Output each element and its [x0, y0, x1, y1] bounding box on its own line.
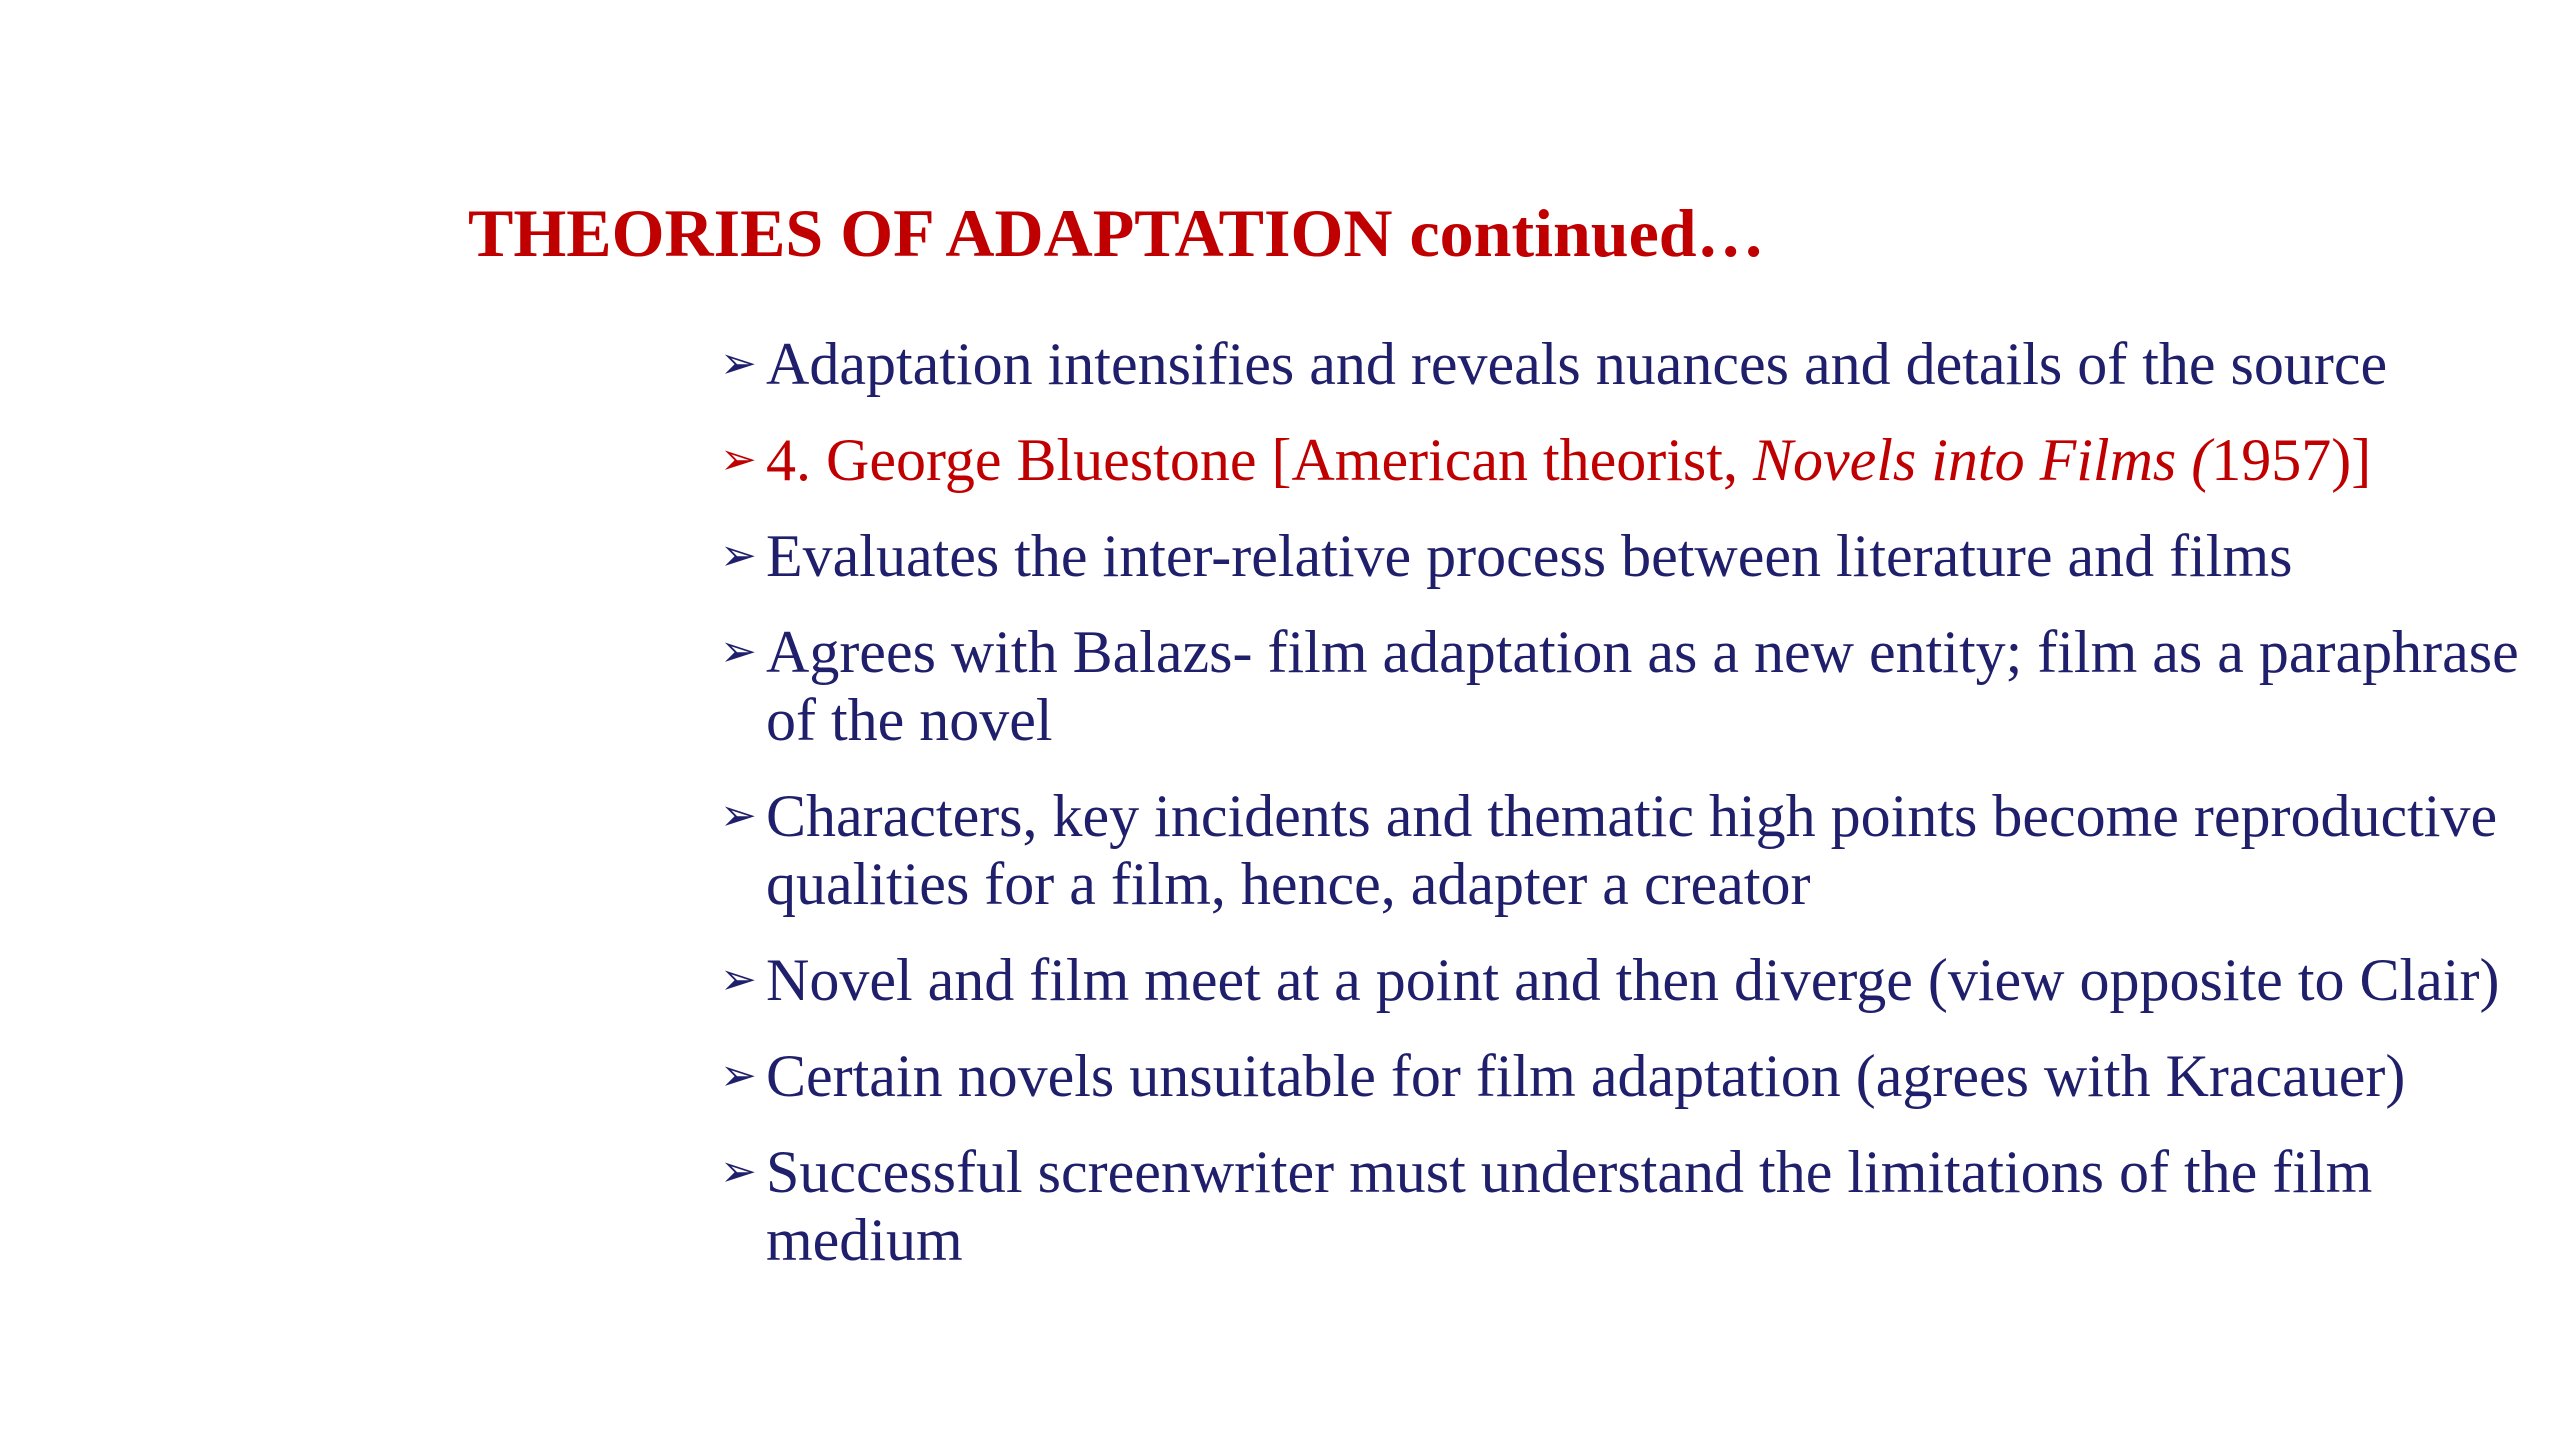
- bullet-item: [720, 782, 2540, 918]
- bullet-text: Agrees with Balazs- film adaptation as a new entity; film as a paraphrase of the novel: [766, 619, 2519, 753]
- bullet-text: Successful screenwriter must understand the limitations of the film medium: [766, 1139, 2373, 1273]
- bullet-text: Evaluates the inter-relative process between literature and films: [766, 523, 2293, 589]
- bullet-item: [720, 330, 2540, 398]
- bullet-text: Certain novels unsuitable for film adaptation (agrees with Kracauer): [766, 1043, 2406, 1109]
- bullet-item: [720, 1042, 2540, 1110]
- arrow-bullet-icon: ➢: [720, 1050, 757, 1101]
- bullet-item: [720, 522, 2540, 590]
- arrow-bullet-icon: ➢: [720, 626, 757, 677]
- book-title: Novels into Films (: [1752, 427, 2212, 493]
- bullet-item: [720, 1138, 2540, 1274]
- arrow-bullet-icon: ➢: [720, 790, 757, 841]
- arrow-bullet-icon: ➢: [720, 338, 757, 389]
- arrow-bullet-icon: ➢: [720, 1146, 757, 1197]
- arrow-bullet-icon: ➢: [720, 434, 757, 485]
- bullet-text-suffix: 1957)]: [2211, 427, 2372, 493]
- slide-title: THEORIES OF ADAPTATION continued…: [468, 195, 1765, 271]
- bullet-text-prefix: 4. George Bluestone [American theorist,: [766, 427, 1753, 493]
- arrow-bullet-icon: ➢: [720, 954, 757, 1005]
- bullet-text: Characters, key incidents and thematic high points become reproductive qualities for a film, hence, adapter a creator: [766, 783, 2498, 917]
- bullet-item-bluestone: [720, 426, 2540, 494]
- bullet-item: [720, 618, 2540, 754]
- arrow-bullet-icon: ➢: [720, 530, 757, 581]
- bullet-text: Novel and film meet at a point and then diverge (view opposite to Clair): [766, 947, 2500, 1013]
- bullet-item: [720, 946, 2540, 1014]
- bullet-list: [720, 330, 2540, 1302]
- bullet-text: Adaptation intensifies and reveals nuances and details of the source: [766, 331, 2388, 397]
